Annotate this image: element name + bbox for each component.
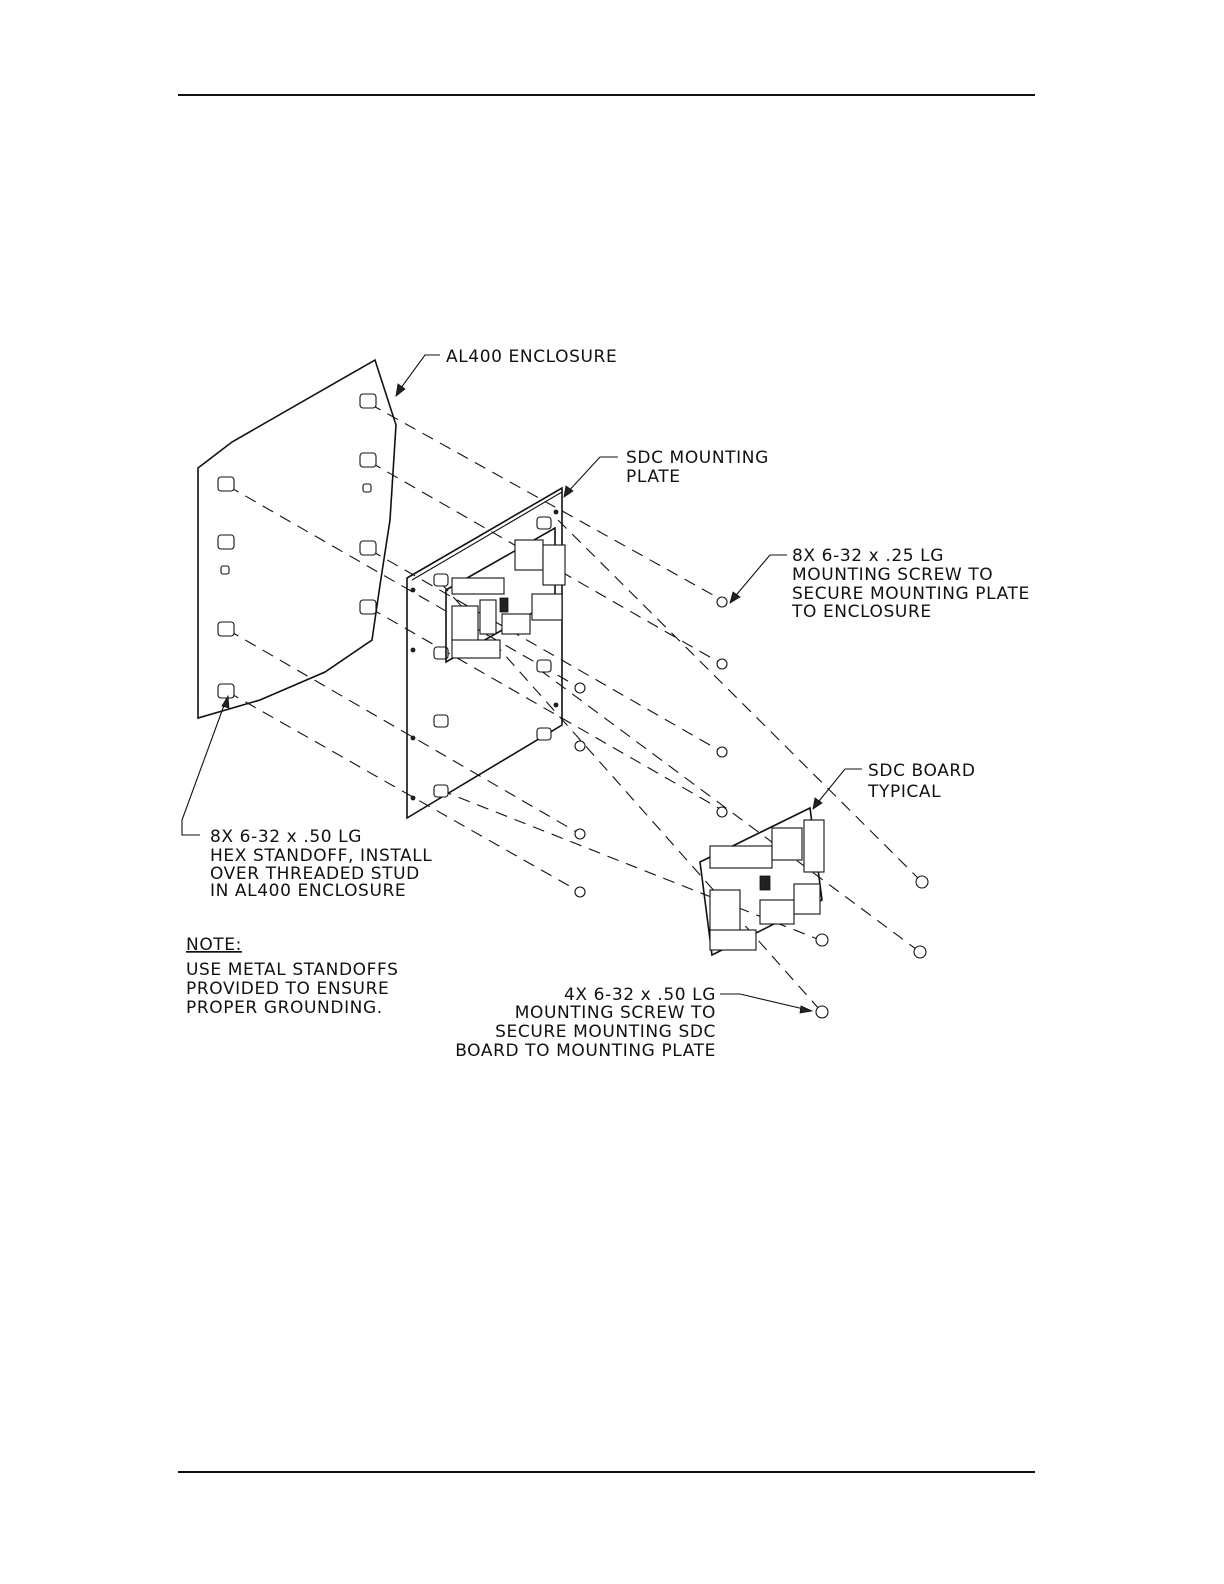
hex-standoff-icon <box>218 477 234 491</box>
screw8-label-line3: SECURE MOUNTING PLATE <box>792 584 1030 604</box>
threaded-stud-icon <box>363 484 371 492</box>
enclosure-label: AL400 ENCLOSURE <box>446 347 618 367</box>
screw-icon <box>575 887 585 897</box>
hex-standoff-icon <box>218 684 234 698</box>
hex-standoff-icon <box>218 535 234 549</box>
screw-icon <box>575 829 585 839</box>
screw4-label-line1: 4X 6-32 x .50 LG <box>564 985 716 1005</box>
hex-standoff-icon <box>360 453 376 467</box>
plate-label-line1: SDC MOUNTING <box>626 448 769 468</box>
standoff-label-line2: HEX STANDOFF, INSTALL <box>210 846 433 866</box>
screw-icon <box>717 747 727 757</box>
standoff-label-line3: OVER THREADED STUD <box>210 864 420 884</box>
screw-icon <box>575 683 585 693</box>
hex-standoff-icon <box>218 622 234 636</box>
enclosure-standoffs <box>218 394 376 698</box>
note-line1: USE METAL STANDOFFS <box>186 960 399 980</box>
screw8-label-line1: 8X 6-32 x .25 LG <box>792 546 944 566</box>
screw-icon <box>575 741 585 751</box>
screw-icon <box>916 876 928 888</box>
note-heading: NOTE: <box>186 935 242 955</box>
screw8-label-line4: TO ENCLOSURE <box>792 602 932 622</box>
screw-icon <box>717 807 727 817</box>
plate-label-line2: PLATE <box>626 467 681 487</box>
note-line3: PROPER GROUNDING. <box>186 998 383 1018</box>
callout-labels <box>186 347 1030 1061</box>
standoff-label-line1: 8X 6-32 x .50 LG <box>210 827 362 847</box>
screw4-label-line4: BOARD TO MOUNTING PLATE <box>455 1041 716 1061</box>
board-label-line2: TYPICAL <box>868 782 942 802</box>
board-label-line1: SDC BOARD <box>868 761 976 781</box>
screw-icon <box>717 659 727 669</box>
screw4-label-line3: SECURE MOUNTING SDC <box>495 1022 716 1042</box>
sdc-board-typical <box>700 808 824 955</box>
hex-standoff-icon <box>360 541 376 555</box>
sdc-board-on-plate <box>446 528 565 662</box>
alignment-lines <box>228 404 922 1010</box>
hex-standoff-icon <box>360 394 376 408</box>
screw-icon <box>914 946 926 958</box>
note-line2: PROVIDED TO ENSURE <box>186 979 390 999</box>
screw4-label-line2: MOUNTING SCREW TO <box>514 1003 716 1023</box>
hex-standoff-icon <box>360 600 376 614</box>
threaded-stud-icon <box>221 566 229 574</box>
screw-icon <box>816 934 828 946</box>
board-mounting-screws <box>816 876 928 1018</box>
screw-icon <box>816 1006 828 1018</box>
screw8-label-line2: MOUNTING SCREW TO <box>792 565 994 585</box>
standoff-label-line4: IN AL400 ENCLOSURE <box>210 881 407 901</box>
screw-icon <box>717 597 727 607</box>
